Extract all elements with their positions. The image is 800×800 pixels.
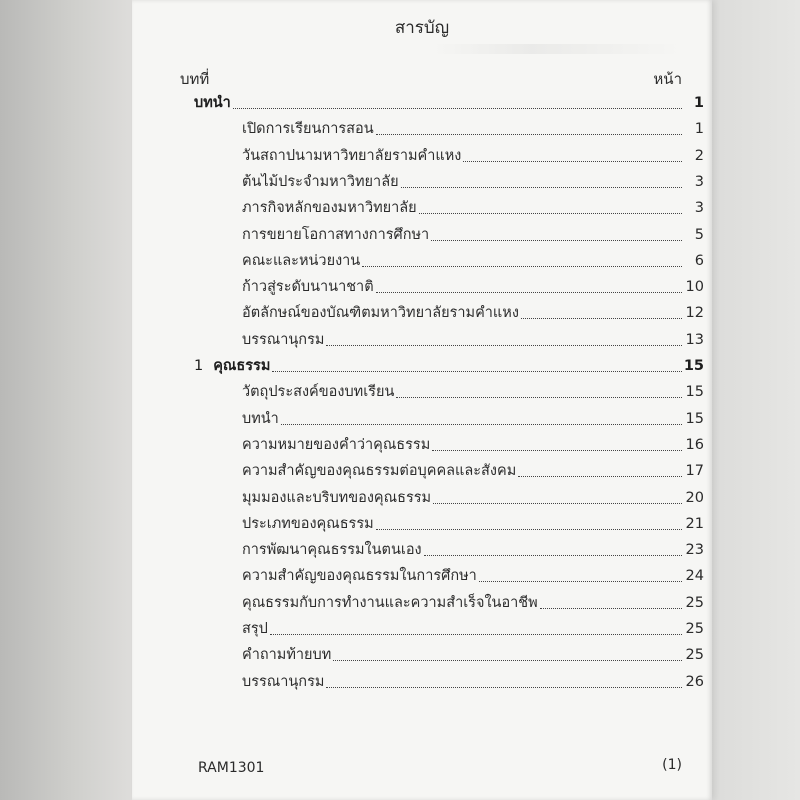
dot-leader — [479, 581, 682, 582]
toc-entry-title: ภารกิจหลักของมหาวิทยาลัย — [242, 200, 417, 217]
toc-entry-page: 25 — [685, 621, 704, 637]
dot-leader — [333, 660, 682, 661]
toc-entry-title: การขยายโอกาสทางการศึกษา — [242, 226, 430, 243]
toc-section-entry — [242, 644, 704, 666]
toc-entry-title: บรรณานุกรม — [242, 331, 325, 348]
toc-entry-title: คุณธรรม — [213, 358, 271, 374]
book-page — [132, 0, 712, 800]
background-surface — [712, 0, 800, 800]
page-column-header: หน้า — [653, 70, 682, 88]
dot-leader — [396, 397, 682, 398]
chapter-number: 1 — [194, 358, 204, 374]
toc-section-entry — [242, 671, 704, 693]
chapter-column-header: บทที่ — [180, 70, 210, 88]
toc-section-entry — [242, 302, 704, 324]
toc-section-entry — [242, 434, 704, 456]
dot-leader — [424, 555, 682, 556]
toc-entry-page: 25 — [685, 594, 704, 611]
toc-section-entry — [242, 592, 704, 614]
toc-entry-title: เปิดการเรียนการสอน — [242, 121, 374, 138]
toc-section-entry — [242, 565, 704, 587]
toc-entry-title: บทนำ — [242, 410, 279, 427]
dot-leader — [521, 318, 682, 319]
dot-leader — [432, 450, 682, 451]
dot-leader — [376, 529, 682, 530]
toc-entry-title: ประเภทของคุณธรรม — [242, 515, 374, 532]
dot-leader — [272, 371, 682, 372]
toc-entry-page: 10 — [685, 279, 704, 296]
toc-section-entry — [242, 197, 704, 219]
toc-chapter-entry — [194, 355, 704, 377]
toc-entry-title: คุณธรรมกับการทำงานและความสำเร็จในอาชีพ — [242, 594, 538, 611]
toc-entry-page: 12 — [685, 305, 704, 322]
toc-section-entry — [242, 118, 704, 140]
dot-leader — [540, 608, 682, 609]
page-title: สารบัญ — [394, 18, 450, 38]
toc-entry-page: 2 — [694, 147, 704, 164]
toc-entry-page: 13 — [685, 331, 704, 348]
toc-entry-page: 16 — [685, 436, 704, 453]
toc-entry-title: สรุป — [242, 621, 268, 637]
dot-leader — [433, 503, 682, 504]
dot-leader — [376, 292, 682, 293]
toc-entry-page: 23 — [685, 542, 704, 559]
toc-section-entry — [242, 460, 704, 482]
dot-leader — [463, 161, 682, 162]
toc-entry-title: คณะและหน่วยงาน — [242, 252, 361, 269]
toc-entry-page: 3 — [694, 200, 704, 217]
dot-leader — [233, 108, 682, 109]
toc-entry-page: 24 — [685, 568, 704, 585]
toc-entry-title: อัตลักษณ์ของบัณฑิตมหาวิทยาลัยรามคำแหง — [242, 305, 519, 322]
toc-entry-page: 26 — [685, 673, 704, 690]
toc-entry-page: 20 — [685, 489, 704, 506]
toc-section-entry — [242, 250, 704, 272]
toc-entry-title: บรรณานุกรม — [242, 673, 325, 690]
dot-leader — [270, 634, 682, 635]
toc-entry-title: คำถามท้ายบท — [242, 647, 332, 664]
toc-entry-title: บทนำ — [194, 95, 231, 111]
toc-entry-title: วัตถุประสงค์ของบทเรียน — [242, 384, 395, 401]
dot-leader — [419, 213, 682, 214]
toc-entry-page: 17 — [685, 463, 704, 480]
toc-entry-page: 6 — [694, 252, 704, 269]
toc-entry-title: ความสำคัญของคุณธรรมในการศึกษา — [242, 568, 477, 585]
toc-section-entry — [242, 224, 704, 246]
course-code: RAM1301 — [198, 760, 265, 776]
toc-section-entry — [242, 513, 704, 535]
page-number: (1) — [662, 757, 682, 773]
dot-leader — [281, 424, 682, 425]
toc-entry-title: ความสำคัญของคุณธรรมต่อบุคคลและสังคม — [242, 463, 517, 480]
toc-entry-page: 21 — [685, 515, 704, 532]
dot-leader — [518, 476, 682, 477]
toc-entry-page: 25 — [685, 647, 704, 664]
toc-section-entry — [242, 171, 704, 193]
show-through-text — [432, 44, 682, 54]
toc-section-entry — [242, 618, 704, 640]
toc-section-entry — [242, 381, 704, 403]
dot-leader — [376, 134, 682, 135]
toc-entry-title: การพัฒนาคุณธรรมในตนเอง — [242, 542, 422, 559]
toc-section-entry — [242, 408, 704, 430]
toc-section-entry — [242, 487, 704, 509]
toc-section-entry — [242, 539, 704, 561]
toc-entry-page: 1 — [693, 95, 704, 111]
toc-entry-page: 15 — [683, 358, 704, 374]
toc-entry-page: 15 — [685, 410, 704, 427]
toc-chapter-entry — [194, 92, 704, 114]
dot-leader — [362, 266, 682, 267]
toc-entry-page: 3 — [694, 173, 704, 190]
toc-entry-title: มุมมองและบริบทของคุณธรรม — [242, 489, 432, 506]
toc-entry-title: ต้นไม้ประจำมหาวิทยาลัย — [242, 173, 399, 190]
toc-section-entry — [242, 145, 704, 167]
toc-entry-page: 5 — [694, 226, 704, 243]
dot-leader — [326, 345, 682, 346]
dot-leader — [431, 240, 682, 241]
toc-entry-title: ความหมายของคำว่าคุณธรรม — [242, 436, 431, 453]
toc-section-entry — [242, 276, 704, 298]
dot-leader — [401, 187, 682, 188]
toc-entry-title: ก้าวสู่ระดับนานาชาติ — [242, 279, 374, 296]
toc-section-entry — [242, 329, 704, 351]
toc-entry-page: 15 — [685, 384, 704, 401]
book-binding-edge — [0, 0, 132, 800]
toc-entry-page: 1 — [694, 121, 704, 138]
dot-leader — [326, 687, 682, 688]
toc-entry-title: วันสถาปนามหาวิทยาลัยรามคำแหง — [242, 147, 462, 164]
